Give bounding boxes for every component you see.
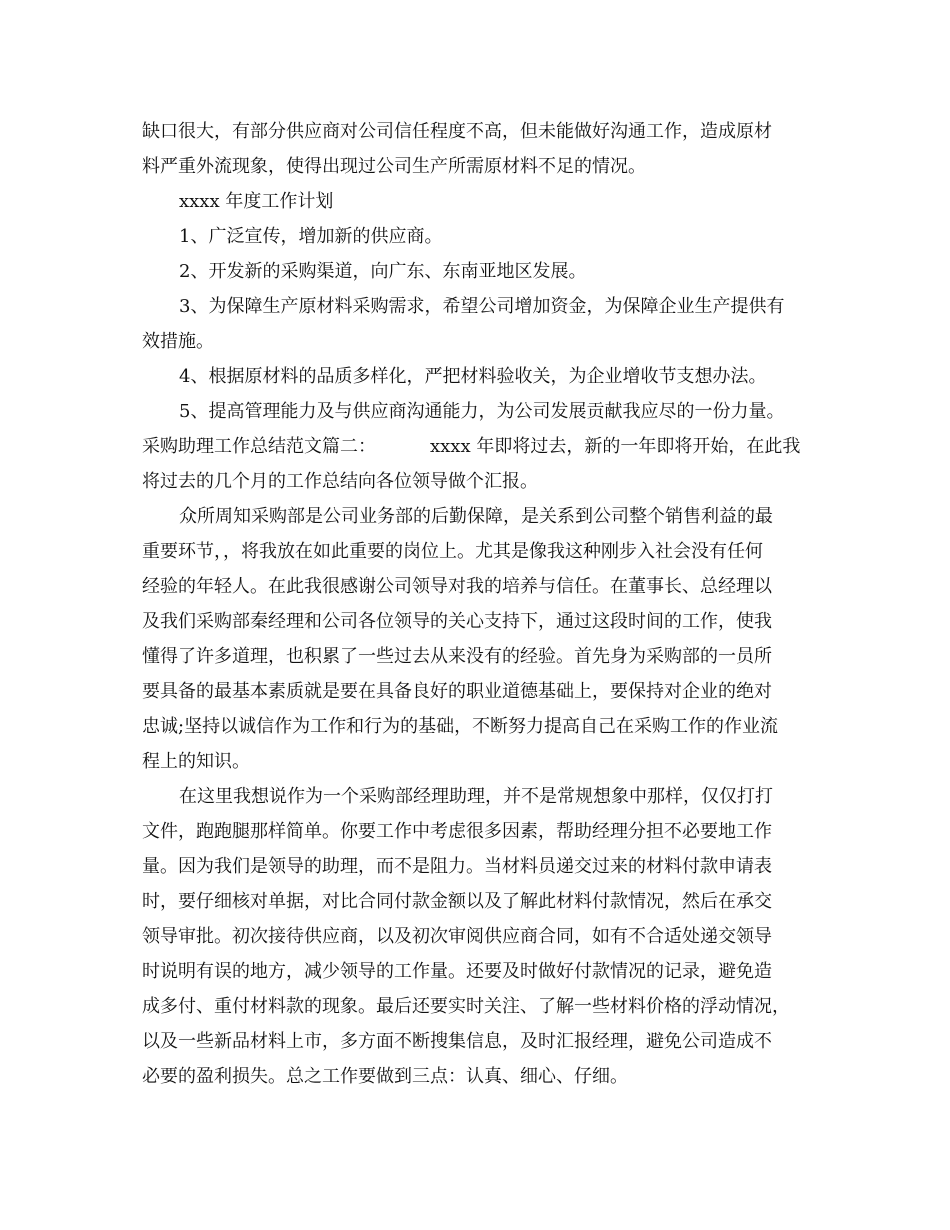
text-line: 忠诚;坚持以诚信作为工作和行为的基础，不断努力提高自己在采购工作的作业流 xyxy=(142,716,779,737)
text-line: 经验的年轻人。在此我很感谢公司领导对我的培养与信任。在董事长、总经理以 xyxy=(142,576,772,597)
text-line: xxxx 年即将过去，新的一年即将开始，在此我 xyxy=(430,436,801,457)
text-line: 料严重外流现象，使得出现过公司生产所需原材料不足的情况。 xyxy=(142,156,646,177)
article-title-line xyxy=(142,429,808,464)
document-body xyxy=(142,114,808,1094)
text-line: 懂得了许多道理，也积累了一些过去从来没有的经验。首先身为采购部的一员所 xyxy=(142,646,772,667)
text-line: 程上的知识。 xyxy=(142,751,250,772)
text-line: 重要环节，，将我放在如此重要的岗位上。尤其是像我这种刚步入社会没有任何 xyxy=(142,541,763,562)
text-line: 成多付、重付材料款的现象。最后还要实时关注、了解一些材料价格的浮动情况， xyxy=(142,996,790,1017)
text-line: 时，要仔细核对单据，对比合同付款金额以及了解此材料付款情况，然后在承交 xyxy=(142,891,772,912)
text-line: 领导审批。初次接待供应商，以及初次审阅供应商合同，如有不合适处递交领导 xyxy=(142,926,772,947)
list-item: 1、广泛宣传，增加新的供应商。 xyxy=(179,226,443,247)
list-item: 4、根据原材料的品质多样化，严把材料验收关，为企业增收节支想办法。 xyxy=(179,366,767,387)
text-line: 文件，跑跑腿那样简单。你要工作中考虑很多因素，帮助经理分担不必要地工作 xyxy=(142,821,772,842)
list-item: 2、开发新的采购渠道，向广东、东南亚地区发展。 xyxy=(179,261,587,282)
list-item: 5、提高管理能力及与供应商沟通能力，为公司发展贡献我应尽的一份力量。 xyxy=(179,401,785,422)
text-line: 缺口很大，有部分供应商对公司信任程度不高，但未能做好沟通工作，造成原材 xyxy=(142,121,772,142)
text-line: 时说明有误的地方，减少领导的工作量。还要及时做好付款情况的记录，避免造 xyxy=(142,961,772,982)
text-line: 必要的盈利损失。总之工作要做到三点：认真、细心、仔细。 xyxy=(142,1066,628,1087)
text-line: 效措施。 xyxy=(142,331,214,352)
article-title: 采购助理工作总结范文篇二： xyxy=(142,436,376,457)
text-line: 以及一些新品材料上市，多方面不断搜集信息，及时汇报经理，避免公司造成不 xyxy=(142,1031,772,1052)
text-line: 将过去的几个月的工作总结向各位领导做个汇报。 xyxy=(142,471,538,492)
section-heading: xxxx 年度工作计划 xyxy=(179,191,334,212)
paragraph-start: 众所周知采购部是公司业务部的后勤保障，是关系到公司整个销售利益的最 xyxy=(179,506,773,527)
text-line: 及我们采购部秦经理和公司各位领导的关心支持下，通过这段时间的工作，使我 xyxy=(142,611,772,632)
paragraph-start: 在这里我想说作为一个采购部经理助理，并不是常规想象中那样，仅仅打打 xyxy=(179,786,773,807)
text-line: 要具备的最基本素质就是要在具备良好的职业道德基础上，要保持对企业的绝对 xyxy=(142,681,772,702)
text-line: 量。因为我们是领导的助理，而不是阻力。当材料员递交过来的材料付款申请表 xyxy=(142,856,772,877)
list-item: 3、为保障生产原材料采购需求，希望公司增加资金，为保障企业生产提供有 xyxy=(179,296,785,317)
